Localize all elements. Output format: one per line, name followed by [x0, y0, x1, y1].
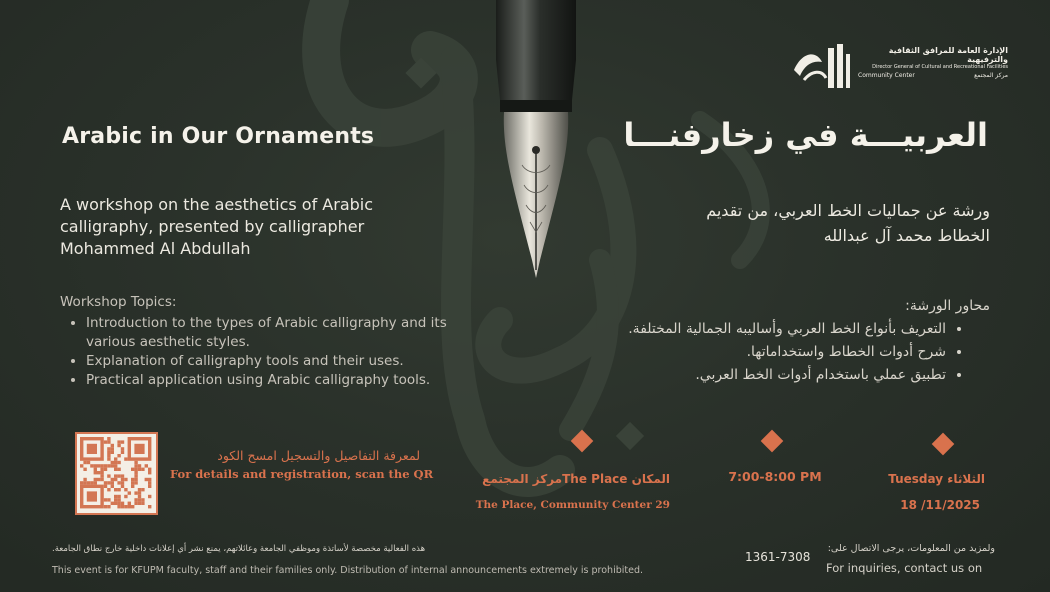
topic-item-english: • Explanation of calligraphy tools and their uses.	[86, 352, 490, 371]
logo-org-en: Director General of Cultural and Recreational Facilities	[872, 64, 1008, 70]
scan-instruction-arabic: لمعرفة التفاصيل والتسجيل امسح الكود	[217, 448, 420, 463]
logo-emblem-icon	[790, 40, 852, 92]
topics-list-english	[60, 314, 490, 390]
qr-code-pattern	[75, 432, 158, 515]
contact-label-arabic: ولمزيد من المعلومات، يرجى الاتصال على:	[827, 543, 995, 554]
fountain-pen-illustration	[488, 0, 588, 285]
event-place-english: The Place, Community Center 29	[475, 499, 670, 511]
footer-notice-english: This event is for KFUPM faculty, staff and their families only. Distribution of internal announcements extremely is prohibited.	[52, 565, 644, 576]
title-english: Arabic in Our Ornaments	[62, 124, 375, 149]
topic-item-arabic: • شرح أدوات الخطاط واستخداماتها.	[560, 341, 946, 364]
topic-item-english: • Practical application using Arabic calligraphy tools.	[86, 371, 490, 390]
event-day: الثلاثاء Tuesday	[888, 472, 985, 486]
scan-instruction-english: For details and registration, scan the QR	[170, 467, 434, 481]
qr-code[interactable]	[75, 432, 158, 515]
logo-center-ar: مركز المجتمع	[974, 72, 1008, 79]
title-arabic: العربيـــة في زخارفنـــا	[623, 116, 988, 154]
description-arabic: ورشة عن جماليات الخط العربي، من تقديم الخطاط محمد آل عبدالله	[706, 201, 990, 245]
topic-item-english: • Introduction to the types of Arabic calligraphy and its various aesthetic styles.	[86, 314, 490, 352]
description-english: A workshop on the aesthetics of Arabic calligraphy, presented by calligrapher Mohammed Al Abdullah	[60, 195, 374, 258]
topics-arabic	[560, 295, 990, 387]
topics-heading-english: Workshop Topics:	[60, 294, 177, 310]
topics-list-arabic	[560, 318, 990, 387]
logo-center	[858, 71, 1008, 80]
event-time: 7:00-8:00 PM	[728, 469, 822, 484]
footer-notice-arabic: هذه الفعالية مخصصة لأساتذة وموظفي الجامعة وعائلاتهم، يمنع نشر أي إعلانات داخلية خارج نطاق الجامعة.	[52, 544, 426, 554]
topics-english	[60, 293, 490, 390]
event-place-label: المكان The Placeمركز المجتمع	[482, 472, 670, 486]
event-date: 18 /11/2025	[900, 498, 980, 512]
logo-text	[858, 46, 1008, 80]
topic-item-arabic: • التعريف بأنواع الخط العربي وأساليبه الجمالية المختلفة.	[560, 318, 946, 341]
logo-center-en: Community Center	[858, 72, 915, 79]
contact-phone[interactable]: 1361-7308	[745, 550, 811, 564]
topics-heading-arabic: محاور الورشة:	[905, 298, 990, 314]
logo-org-ar: الإدارة العامة للمرافق الثقافية والترفيهية	[888, 46, 1008, 64]
contact-label-english: For inquiries, contact us on	[826, 561, 983, 575]
topic-item-arabic: • تطبيق عملي باستخدام أدوات الخط العربي.	[560, 364, 946, 387]
